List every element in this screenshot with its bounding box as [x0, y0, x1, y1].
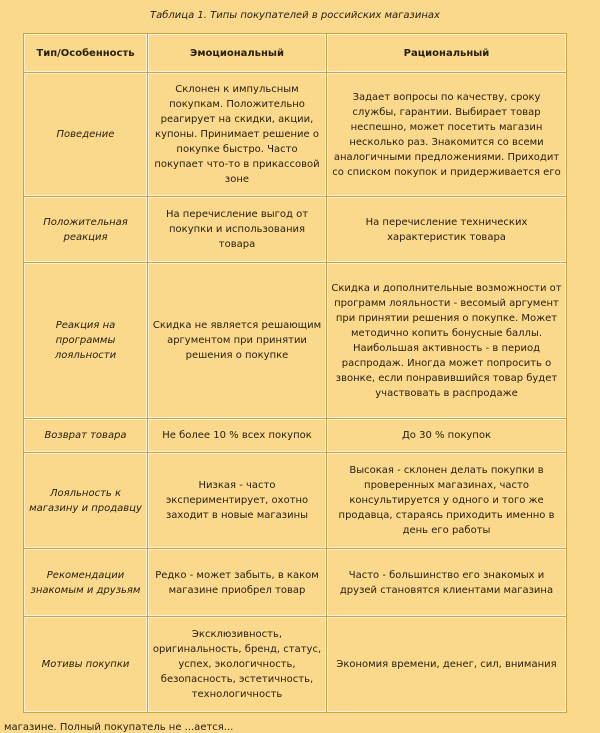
- table-header-row: [24, 34, 567, 73]
- rational-cell: Скидка и дополнительные возможности от программ лояльности - весомый аргумент при принятии решения о покупке. Может методично копить бонусные баллы. Наибольшая активность - в период распродаж. Иногда может попросить о звонке, если понравившийся товар будет участвовать в распродаже: [327, 263, 567, 419]
- row-label: Лояльность к магазину и продавцу: [24, 453, 148, 549]
- rational-cell: Экономия времени, денег, сил, внимания: [327, 617, 567, 713]
- emotional-cell: Склонен к импульсным покупкам. Положительно реагирует на скидки, акции, купоны. Принимает решение о покупке быстро. Часто покупает что-то в прикассовой зоне: [148, 73, 327, 197]
- buyer-types-table: [23, 33, 567, 713]
- header-rational: Рациональный: [327, 34, 567, 73]
- row-label: Положительная реакция: [24, 197, 148, 263]
- cut-off-paragraph-text: магазине. Полный покупатель не ...ается...: [4, 722, 234, 733]
- table-row: [24, 197, 567, 263]
- table-caption: Таблица 1. Типы покупателей в российских магазинах: [150, 10, 440, 21]
- emotional-cell: Эксклюзивность, оригинальность, бренд, статус, успех, экологичность, безопасность, эстетичность, технологичность: [148, 617, 327, 713]
- row-label: Мотивы покупки: [24, 617, 148, 713]
- rational-cell: Высокая - склонен делать покупки в проверенных магазинах, часто консультируется у одного и того же продавца, стараясь приходить именно в день его работы: [327, 453, 567, 549]
- header-type: Тип/Особенность: [24, 34, 148, 73]
- table-row: [24, 453, 567, 549]
- emotional-cell: Редко - может забыть, в каком магазине приобрел товар: [148, 549, 327, 617]
- table-row: [24, 549, 567, 617]
- rational-cell: До 30 % покупок: [327, 419, 567, 453]
- emotional-cell: Не более 10 % всех покупок: [148, 419, 327, 453]
- table-row: [24, 263, 567, 419]
- row-label: Реакция на программы лояльности: [24, 263, 148, 419]
- emotional-cell: Скидка не является решающим аргументом при принятии решения о покупке: [148, 263, 327, 419]
- row-label: Поведение: [24, 73, 148, 197]
- table-row: [24, 73, 567, 197]
- row-label: Рекомендации знакомым и друзьям: [24, 549, 148, 617]
- table-row: [24, 617, 567, 713]
- emotional-cell: Низкая - часто экспериментирует, охотно заходит в новые магазины: [148, 453, 327, 549]
- header-emotional: Эмоциональный: [148, 34, 327, 73]
- rational-cell: На перечисление технических характеристик товара: [327, 197, 567, 263]
- emotional-cell: На перечисление выгод от покупки и использования товара: [148, 197, 327, 263]
- rational-cell: Задает вопросы по качеству, сроку службы, гарантии. Выбирает товар неспешно, может посетить магазин несколько раз. Знакомится со всеми аналогичными предложениями. Приходит со списком покупок и придерживается его: [327, 73, 567, 197]
- table-row: [24, 419, 567, 453]
- rational-cell: Часто - большинство его знакомых и друзей становятся клиентами магазина: [327, 549, 567, 617]
- row-label: Возврат товара: [24, 419, 148, 453]
